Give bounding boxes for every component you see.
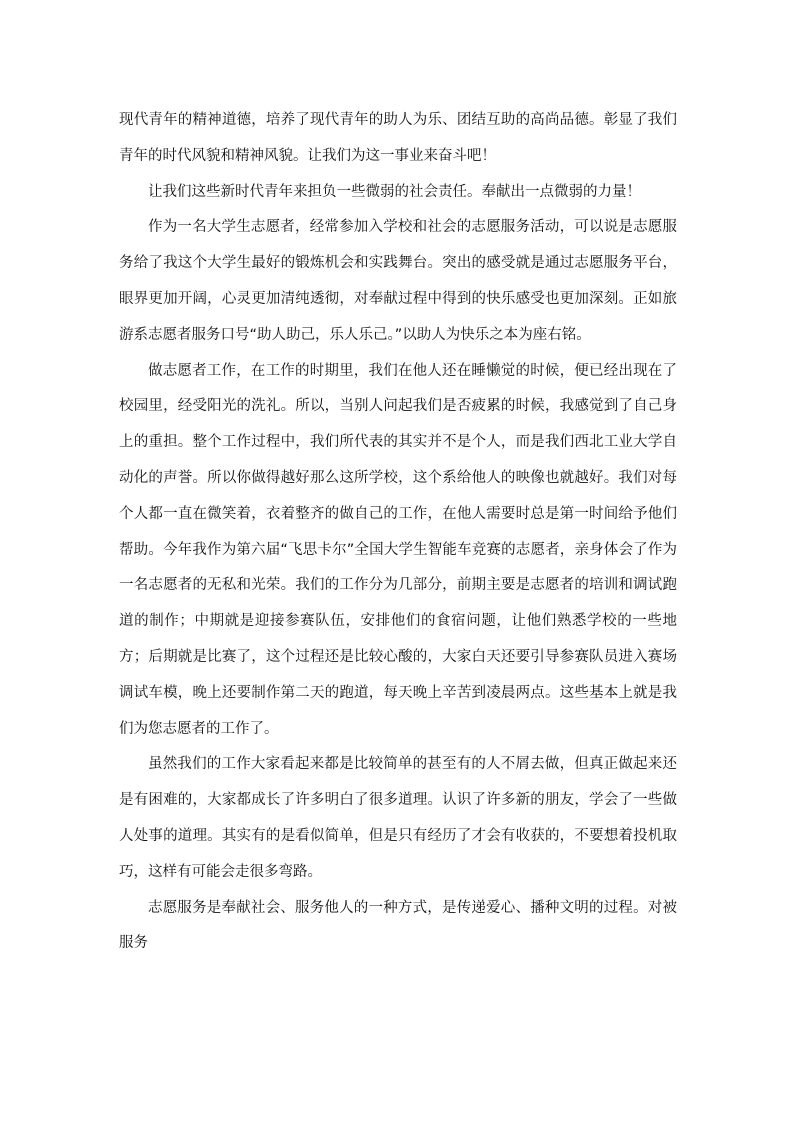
document-body xyxy=(119,103,677,962)
paragraph-6: 志愿服务是奉献社会、服务他人的一种方式，是传递爱心、播种文明的过程。对被服务 xyxy=(119,899,677,952)
paragraph-4: 做志愿者工作，在工作的时期里，我们在他人还在睡懒觉的时候，便已经出现在了校园里，经受阳光的洗礼。所以，当别人问起我们是否疲累的时候，我感觉到了自己身上的重担。整个工作过程中，我们所代表的其实并不是个人，而是我们西北工业大学自动化的声誉。所以你做得越好那么这所学校，这个系给他人的映像也就越好。我们对每个人都一直在微笑着，衣着整齐的做自己的工作，在他人需要时总是第一时间给予他们帮助。今年我作为第六届“飞思卡尔”全国大学生智能车竞赛的志愿者，亲身体会了作为一名志愿者的无私和光荣。我们的工作分为几部分，前期主要是志愿者的培训和调试跑道的制作；中期就是迎接参赛队伍，安排他们的食宿问题，让他们熟悉学校的一些地方；后期就是比赛了，这个过程还是比较心酸的，大家白天还要引导参赛队员进入赛场调试车模，晚上还要制作第二天的跑道，每天晚上辛苦到凌晨两点。这些基本上就是我们为您志愿者的工作了。 xyxy=(119,362,677,737)
paragraph-2: 让我们这些新时代青年来担负一些微弱的社会责任。奉献出一点微弱的力量！ xyxy=(148,183,641,200)
paragraph-3: 作为一名大学生志愿者，经常参加入学校和社会的志愿服务活动，可以说是志愿服务给了我这个大学生最好的锻炼机会和实践舞台。突出的感受就是通过志愿服务平台，眼界更加开阔，心灵更加清纯透彻，对奉献过程中得到的快乐感受也更加深刻。正如旅游系志愿者服务口号“助人助己，乐人乐己。”以助人为快乐之本为座右铭。 xyxy=(119,219,677,343)
paragraph-1: 现代青年的精神道德，培养了现代青年的助人为乐、团结互助的高尚品德。彰显了我们青年的时代风貌和精神风貌。让我们为这一事业来奋斗吧！ xyxy=(119,112,677,164)
paragraph-5: 虽然我们的工作大家看起来都是比较简单的甚至有的人不屑去做，但真正做起来还是有困难的，大家都成长了许多明白了很多道理。认识了许多新的朋友，学会了一些做人处事的道理。其实有的是看似简单，但是只有经历了才会有收获的，不要想着投机取巧，这样有可能会走很多弯路。 xyxy=(119,756,677,880)
